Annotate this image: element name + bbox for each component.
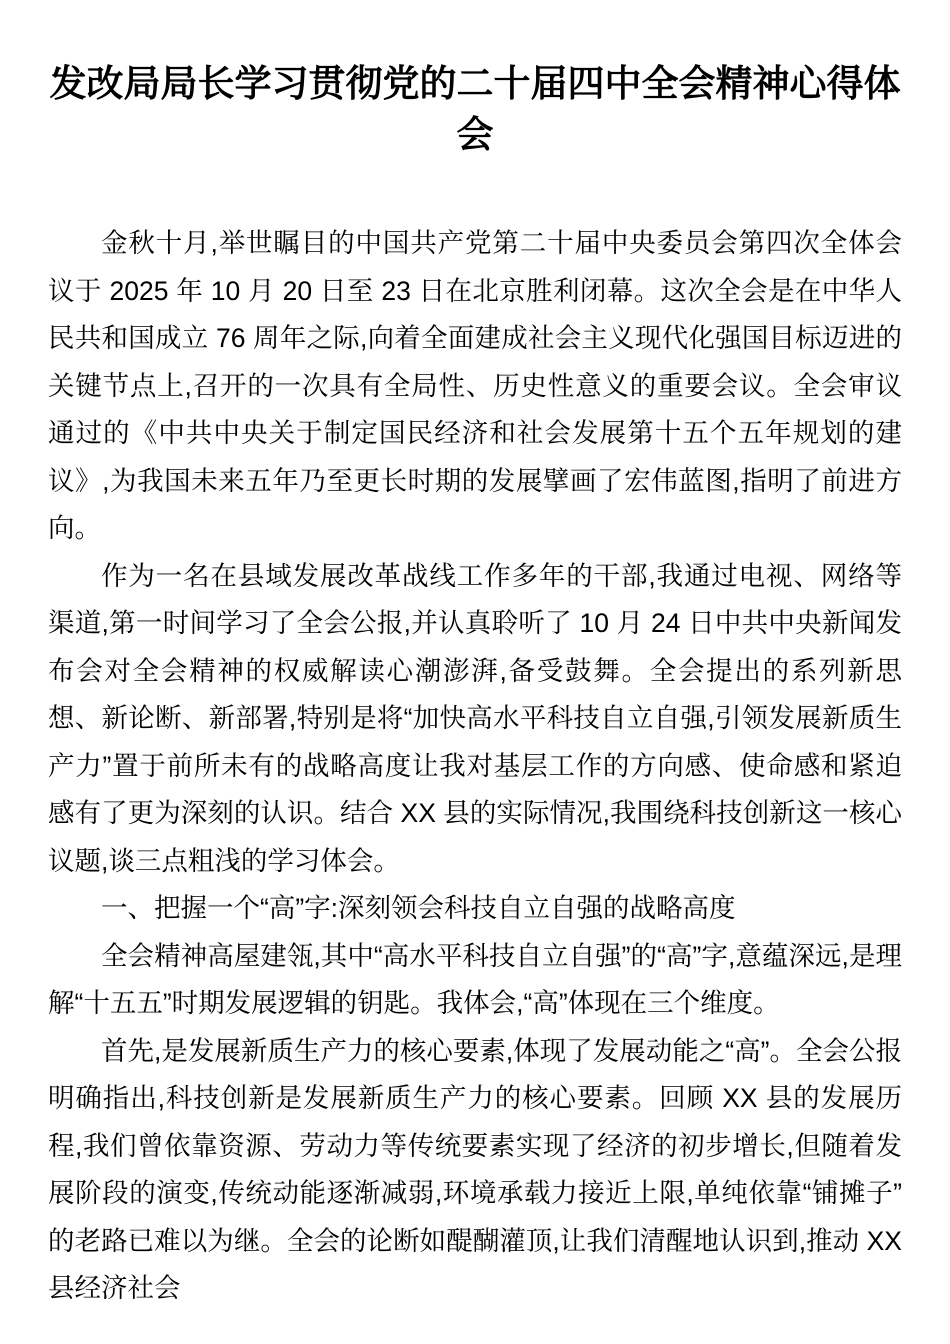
paragraph-1: 金秋十月,举世瞩目的中国共产党第二十届中央委员会第四次全体会议于 2025 年 10 月 20 日至 23 日在北京胜利闭幕。这次全会是在中华人民共和国成立 76 周年之际,向着全面建成社会主义现代化强国目标迈进的关键节点上,召开的一次具有全局性、历史性意义的重要会议。全会审议通过的《中共中央关于制定国民经济和社会发展第十五个五年规划的建议》,为我国未来五年乃至更长时期的发展擘画了宏伟蓝图,指明了前进方向。 <box>48 228 902 543</box>
paragraph-2: 作为一名在县域发展改革战线工作多年的干部,我通过电视、网络等渠道,第一时间学习了全会公报,并认真聆听了 10 月 24 日中共中央新闻发布会对全会精神的权威解读心潮澎湃,备受鼓舞。全会提出的系列新思想、新论断、新部署,特别是将“加快高水平科技自立自强,引领发展新质生产力”置于前所未有的战略高度让我对基层工作的方向感、使命感和紧迫感有了更为深刻的认识。结合 XX 县的实际情况,我围绕科技创新这一核心议题,谈三点粗浅的学习体会。 <box>48 560 902 876</box>
page-title: 发改局局长学习贯彻党的二十届四中全会精神心得体会 <box>49 63 901 155</box>
title-spacer <box>48 160 902 220</box>
section-heading-1: 一、把握一个“高”字:深刻领会科技自立自强的战略高度 <box>101 893 736 923</box>
paragraph-3: 全会精神高屋建瓴,其中“高水平科技自立自强”的“高”字,意蕴深远,是理解“十五五”时期发展逻辑的钥匙。我体会,“高”体现在三个维度。 <box>48 940 902 1018</box>
paragraph-4: 首先,是发展新质生产力的核心要素,体现了发展动能之“高”。全会公报明确指出,科技创新是发展新质生产力的核心要素。回顾 XX 县的发展历程,我们曾依靠资源、劳动力等传统要素实现了经济的初步增长,但随着发展阶段的演变,传统动能逐渐减弱,环境承载力接近上限,单纯依靠“铺摊子”的老路已难以为继。全会的论断如醍醐灌顶,让我们清醒地认识到,推动 XX 县经济社会 <box>48 1035 902 1303</box>
document-body <box>48 0 902 1313</box>
